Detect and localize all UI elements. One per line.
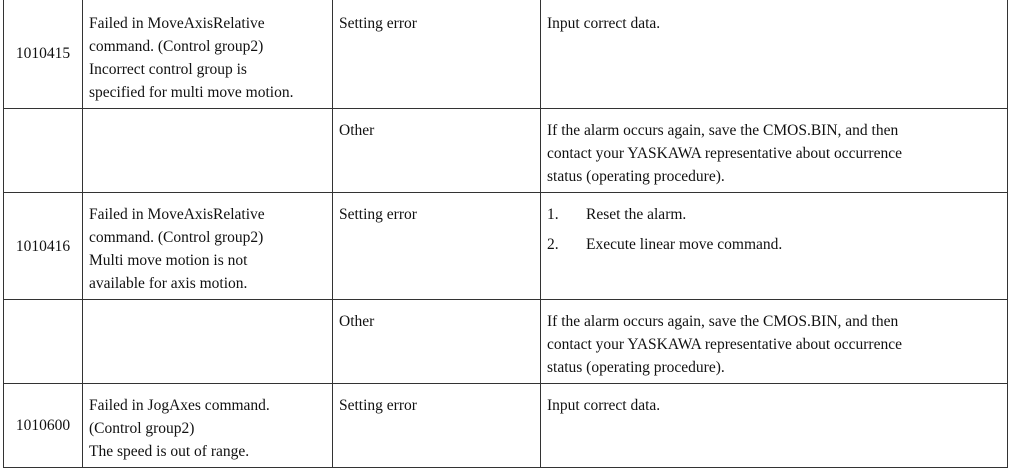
alarm-table xyxy=(3,0,1008,468)
remedy-line: contact your YASKAWA representative about occurrence xyxy=(547,145,902,162)
alarm-cause: Other xyxy=(333,300,541,384)
remedy-line: Input correct data. xyxy=(547,397,661,414)
step-text: Reset the alarm. xyxy=(586,206,687,223)
alarm-cause: Other xyxy=(333,109,541,193)
alarm-remedy xyxy=(541,0,1008,109)
alarm-code xyxy=(4,109,83,193)
description-line: available for axis motion. xyxy=(89,275,248,292)
table-row xyxy=(4,300,1008,384)
remedy-line: If the alarm occurs again, save the CMOS.BIN, and then xyxy=(547,122,899,139)
alarm-remedy xyxy=(541,300,1008,384)
alarm-cause: Setting error xyxy=(333,384,541,468)
description-line: command. (Control group2) xyxy=(89,38,264,55)
remedy-line: status (operating procedure). xyxy=(547,168,725,185)
alarm-code xyxy=(4,300,83,384)
alarm-cause: Setting error xyxy=(333,193,541,300)
table-row xyxy=(4,384,1008,468)
table-row xyxy=(4,0,1008,109)
table-row xyxy=(4,193,1008,300)
alarm-description xyxy=(83,193,333,300)
remedy-line: contact your YASKAWA representative about occurrence xyxy=(547,336,902,353)
description-line: Failed in MoveAxisRelative xyxy=(89,206,265,223)
remedy-step xyxy=(547,203,1001,226)
remedy-step xyxy=(547,233,1001,256)
step-text: Execute linear move command. xyxy=(586,236,783,253)
description-line: Multi move motion is not xyxy=(89,252,248,269)
step-number: 2. xyxy=(547,236,559,253)
alarm-description xyxy=(83,0,333,109)
description-line: The speed is out of range. xyxy=(89,443,250,460)
remedy-line: Input correct data. xyxy=(547,15,661,32)
alarm-remedy xyxy=(541,109,1008,193)
description-line: Failed in MoveAxisRelative xyxy=(89,15,265,32)
step-number: 1. xyxy=(547,206,559,223)
alarm-description xyxy=(83,300,333,384)
alarm-code: 1010600 xyxy=(4,384,83,468)
remedy-line: If the alarm occurs again, save the CMOS.BIN, and then xyxy=(547,313,899,330)
description-line: specified for multi move motion. xyxy=(89,84,294,101)
description-line: command. (Control group2) xyxy=(89,229,264,246)
remedy-line: status (operating procedure). xyxy=(547,359,725,376)
table-row xyxy=(4,109,1008,193)
alarm-description xyxy=(83,109,333,193)
alarm-code: 1010416 xyxy=(4,193,83,300)
alarm-cause: Setting error xyxy=(333,0,541,109)
description-line: Failed in JogAxes command. xyxy=(89,397,270,414)
alarm-remedy xyxy=(541,193,1008,300)
alarm-code: 1010415 xyxy=(4,0,83,109)
alarm-description xyxy=(83,384,333,468)
description-line: (Control group2) xyxy=(89,420,195,437)
alarm-remedy xyxy=(541,384,1008,468)
description-line: Incorrect control group is xyxy=(89,61,247,78)
